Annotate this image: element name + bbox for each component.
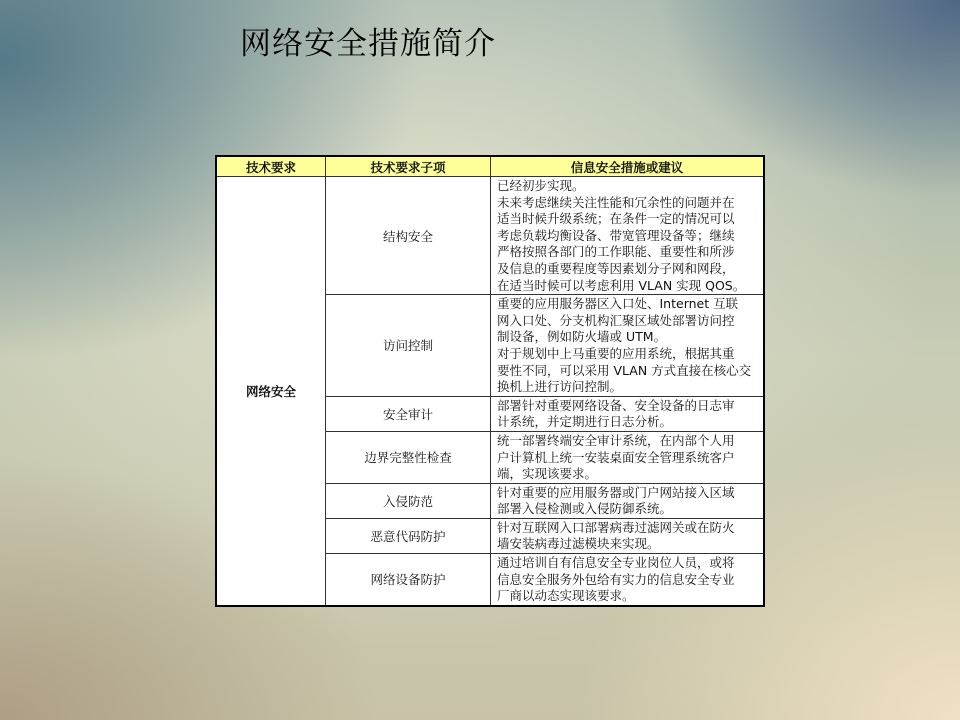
security-measures-table: [215, 155, 765, 607]
measure-cell: [491, 518, 765, 553]
measure-line: 在适当时候可以考虑利用 VLAN 实现 QOS。: [497, 277, 746, 293]
measure-cell: [491, 396, 765, 431]
header-measures: 信息安全措施或建议: [491, 156, 765, 177]
measure-cell: [491, 177, 765, 295]
measure-line: 对于规划中上马重要的应用系统，根据其重: [497, 345, 735, 361]
table-header-row: [216, 156, 764, 177]
measure-line: 端，实现该要求。: [497, 466, 598, 482]
measure-line: 换机上进行访问控制。: [497, 379, 623, 395]
measure-line: 未来考虑继续关注性能和冗余性的问题并在: [497, 194, 735, 210]
sub-item-cell: 访问控制: [326, 295, 491, 397]
measure-line: 户计算机上统一安装桌面安全管理系统客户: [497, 449, 735, 465]
sub-item-cell: 网络设备防护: [326, 554, 491, 606]
sub-item-cell: 入侵防范: [326, 483, 491, 518]
measure-line: 计系统，并定期进行日志分析。: [497, 414, 673, 430]
measure-line: 信息安全服务外包给有实力的信息安全专业: [497, 571, 735, 587]
measure-line: 墙安装病毒过滤模块来实现。: [497, 536, 660, 552]
measure-line: 统一部署终端安全审计系统，在内部个人用: [497, 432, 735, 448]
measure-cell: [491, 483, 765, 518]
measure-line: 及信息的重要程度等因素划分子网和网段，: [497, 260, 735, 276]
measure-line: 针对互联网入口部署病毒过滤网关或在防火: [497, 519, 735, 535]
sub-item-cell: 恶意代码防护: [326, 518, 491, 553]
measure-line: 适当时候升级系统；在条件一定的情况可以: [497, 211, 735, 227]
measure-cell: [491, 554, 765, 606]
measure-line: 考虑负载均衡设备、带宽管理设备等；继续: [497, 227, 735, 243]
slide-title: 网络安全措施简介: [240, 26, 496, 62]
measure-line: 通过培训自有信息安全专业岗位人员，或将: [497, 555, 735, 571]
measure-line: 厂商以动态实现该要求。: [497, 588, 635, 604]
measure-line: 网入口处、分支机构汇聚区域处部署访问控: [497, 312, 735, 328]
sub-item-cell: 结构安全: [326, 177, 491, 295]
measure-line: 制设备，例如防火墙或 UTM。: [497, 329, 667, 345]
sub-item-cell: 安全审计: [326, 396, 491, 431]
measure-line: 部署入侵检测或入侵防御系统。: [497, 501, 673, 517]
header-sub-item: 技术要求子项: [326, 156, 491, 177]
header-requirement: 技术要求: [216, 156, 326, 177]
measure-line: 重要的应用服务器区入口处、Internet 互联: [497, 296, 739, 312]
measure-cell: [491, 431, 765, 483]
measure-line: 部署针对重要网络设备、安全设备的日志审: [497, 397, 735, 413]
sub-item-cell: 边界完整性检查: [326, 431, 491, 483]
table-row: [216, 177, 764, 295]
measure-line: 要性不同，可以采用 VLAN 方式直接在核心交: [497, 362, 752, 378]
measure-line: 已经初步实现。: [497, 178, 585, 193]
measure-line: 严格按照各部门的工作职能、重要性和所涉: [497, 244, 735, 260]
measure-line: 针对重要的应用服务器或门户网站接入区域: [497, 484, 735, 500]
category-cell: 网络安全: [216, 177, 326, 606]
measure-cell: [491, 295, 765, 397]
